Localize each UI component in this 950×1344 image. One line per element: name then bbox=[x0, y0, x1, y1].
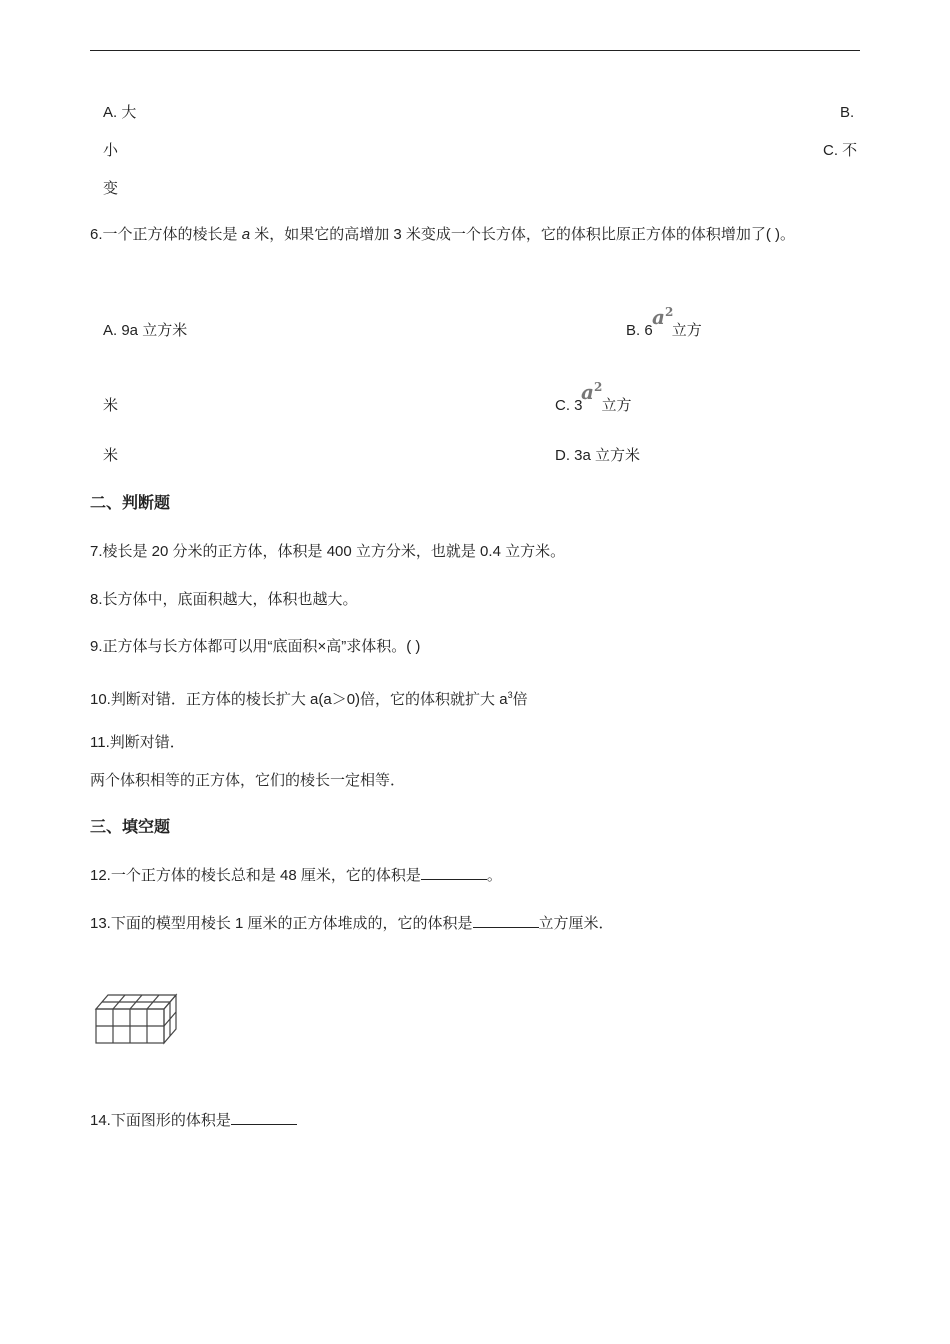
cube-model-figure bbox=[93, 990, 185, 1050]
q14-answer-blank[interactable] bbox=[231, 1110, 297, 1125]
q6-stem: 6.一个正方体的棱长是 a 米，如果它的高增加 3 米变成一个长方体，它的体积比原正方体的体积增加了( )。 bbox=[90, 226, 796, 243]
q5-option-c: C. 不 bbox=[823, 142, 858, 159]
q5-option-a-cont2: 变 bbox=[103, 180, 119, 197]
q6-variable: a bbox=[241, 226, 251, 243]
q10: 10.判断对错．正方体的棱长扩大 a(a＞0)倍，它的体积就扩大 $a^3$倍 bbox=[90, 690, 528, 708]
q6-option-c-math: $a^2$ bbox=[581, 380, 603, 404]
q6-option-b: B. 6 立方 bbox=[626, 322, 702, 339]
q7: 7.棱长是 20 分米的正方体，体积是 400 立方分米，也就是 0.4 立方米。 bbox=[90, 543, 566, 560]
section-2-title: 二、判断题 bbox=[90, 495, 171, 512]
q5-option-a-cont1: 小 bbox=[103, 142, 119, 159]
q13: 13.下面的模型用棱长 1 厘米的正方体堆成的，它的体积是 立方厘米． bbox=[90, 915, 614, 932]
q14: 14.下面图形的体积是 bbox=[90, 1110, 297, 1131]
header-rule bbox=[90, 50, 860, 51]
q6-option-c-cont: 米 bbox=[103, 447, 119, 464]
q5-option-b: B. bbox=[840, 104, 855, 121]
q6-option-d: D. 3a 立方米 bbox=[555, 447, 641, 464]
q6-option-c: C. 3 立方 bbox=[555, 397, 632, 414]
q12-answer-blank[interactable] bbox=[421, 865, 487, 880]
q9: 9.正方体与长方体都可以用“底面积×高”求体积。( ) bbox=[90, 638, 421, 655]
q5-option-a: A. 大 bbox=[103, 104, 137, 121]
q8: 8.长方体中，底面积越大，体积也越大。 bbox=[90, 591, 358, 608]
q11-line2: 两个体积相等的正方体，它们的棱长一定相等． bbox=[90, 772, 406, 789]
q12: 12.一个正方体的棱长总和是 48 厘米，它的体积是 。 bbox=[90, 867, 502, 884]
q6-option-a-cont: 米 bbox=[103, 397, 119, 414]
section-3-title: 三、填空题 bbox=[90, 819, 171, 836]
q11-line1: 11.判断对错． bbox=[90, 734, 185, 751]
q6-option-b-math: $a^2$ bbox=[652, 305, 674, 329]
q13-answer-blank[interactable] bbox=[473, 913, 539, 928]
q6-option-a: A. 9a 立方米 bbox=[103, 322, 188, 339]
